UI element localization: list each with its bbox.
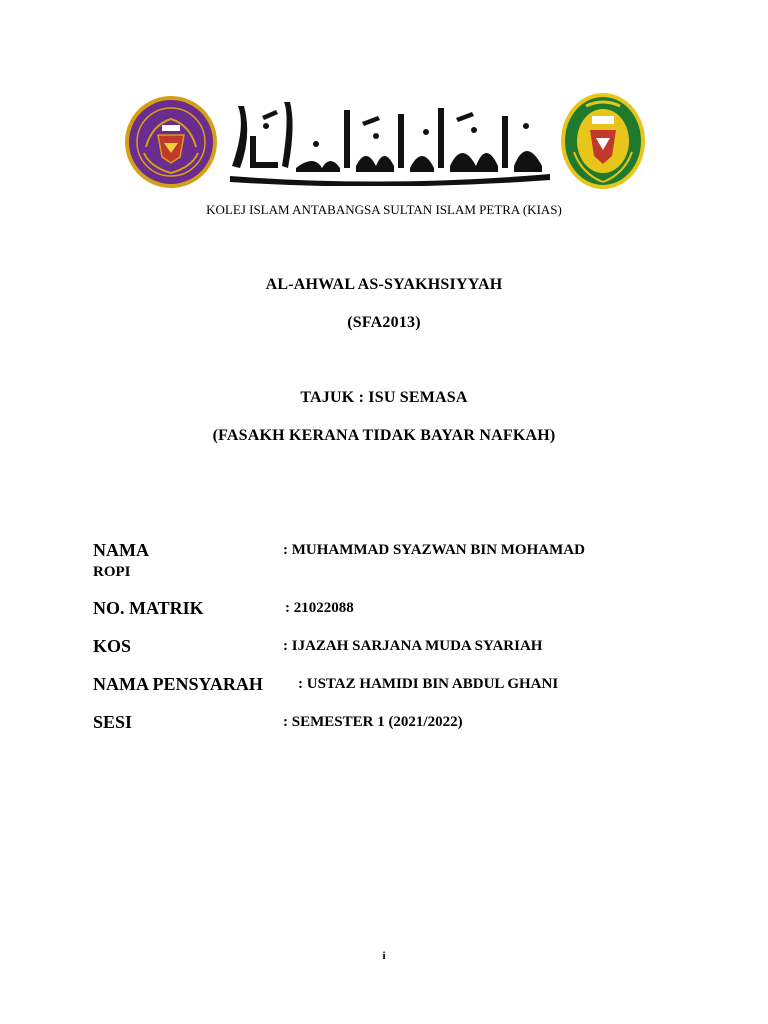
kias-crest-icon xyxy=(124,95,218,189)
field-value-nama: : MUHAMMAD SYAZWAN BIN MOHAMAD xyxy=(283,542,585,558)
arabic-calligraphy-logo xyxy=(226,96,554,186)
institution-name: KOLEJ ISLAM ANTABANGSA SULTAN ISLAM PETRA (KIAS) xyxy=(206,202,562,217)
course-name: AL-AHWAL AS-SYAKHSIYYAH xyxy=(265,276,503,293)
field-label-nama: NAMA xyxy=(93,540,149,560)
course-code: (SFA2013) xyxy=(347,314,421,331)
field-label-pensyarah: NAMA PENSYARAH xyxy=(93,674,263,694)
field-matrik xyxy=(93,598,693,622)
field-nama xyxy=(93,540,693,584)
field-label-sesi: SESI xyxy=(93,712,133,732)
field-label-matrik: NO. MATRIK xyxy=(93,598,204,618)
field-sesi xyxy=(93,712,693,736)
subtopic-title: (FASAKH KERANA TIDAK BAYAR NAFKAH) xyxy=(212,427,556,444)
field-value-sesi: : SEMESTER 1 (2021/2022) xyxy=(283,714,463,730)
field-label-kos: KOS xyxy=(93,636,132,656)
field-pensyarah xyxy=(93,674,693,698)
kias-emblem-icon xyxy=(560,92,646,190)
page-number: i xyxy=(382,950,386,962)
field-value-pensyarah: : USTAZ HAMIDI BIN ABDUL GHANI xyxy=(298,676,559,692)
field-value-matrik: : 21022088 xyxy=(285,600,354,616)
field-value-kos: : IJAZAH SARJANA MUDA SYARIAH xyxy=(283,638,543,654)
topic-title: TAJUK : ISU SEMASA xyxy=(300,389,468,406)
field-value-nama-wrap: ROPI xyxy=(93,564,131,580)
field-kos xyxy=(93,636,693,660)
